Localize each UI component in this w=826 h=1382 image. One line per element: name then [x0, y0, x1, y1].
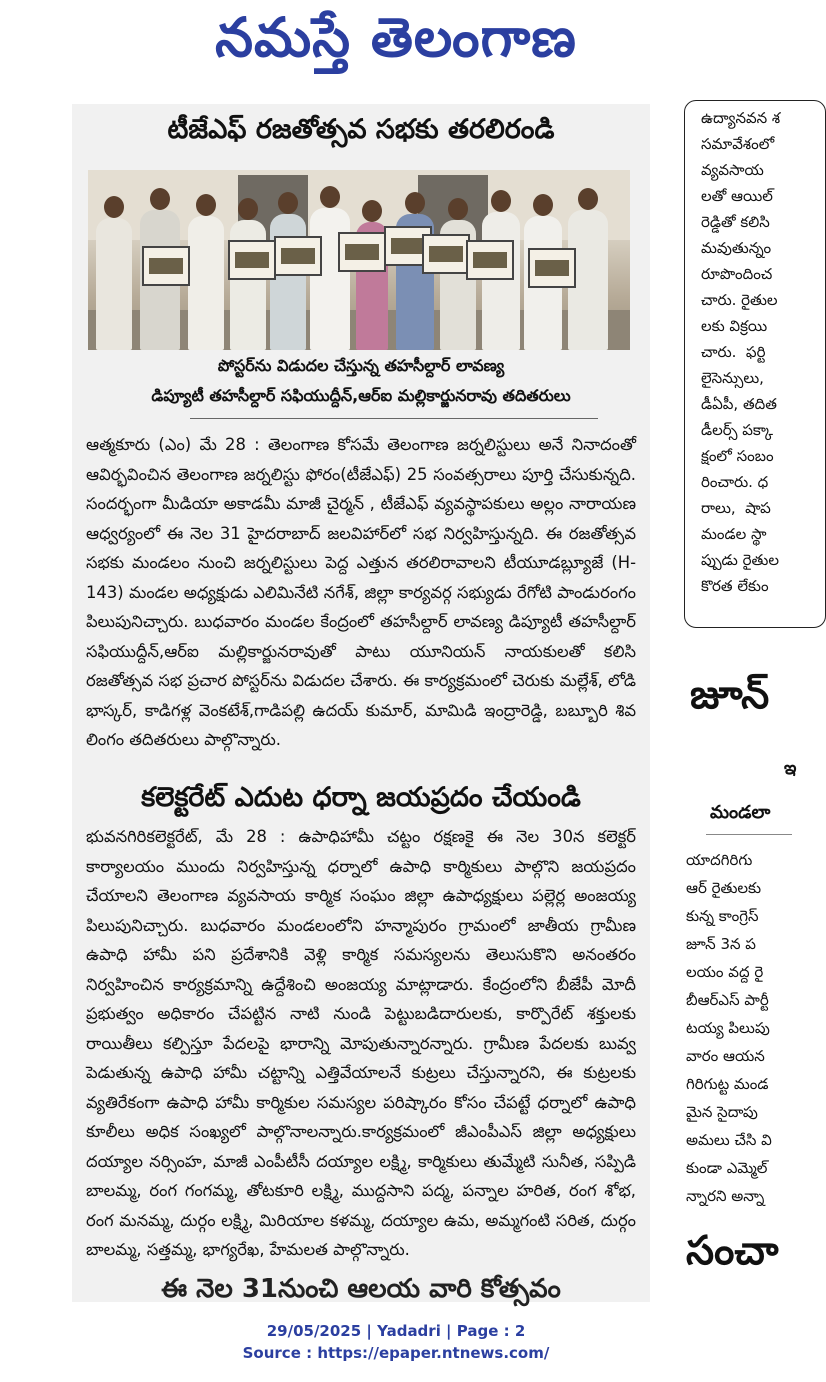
- masthead-title: నమస్తే తెలంగాణ: [215, 6, 577, 69]
- caption-divider: [190, 418, 598, 419]
- footer-date-page: 29/05/2025 | Yadadri | Page : 2: [266, 1322, 526, 1340]
- photo-person: [310, 208, 350, 350]
- newspaper-masthead: [0, 6, 792, 83]
- footer-source: Source : https://epaper.ntnews.com/: [242, 1344, 550, 1362]
- right-article-subhead: మండలా: [710, 802, 771, 823]
- photo-poster: [422, 234, 470, 274]
- right-box-text: ఉద్యానవన శ సమావేశంలో వ్యవసాయ లతో ఆయిల్ రెడ్డితో కలిసి మవుతున్నం రూపొందించ చారు. రైతుల లకు విక్రయి చారు. ఫర్టి లైసెన్సులు, డీఏపీ, తదిత డీలర్స్ పక్కా క్షంలో సంబం రించారు. ధ రాలు, షాప మండల స్థా ప్పుడు రైతుల కొరత లేకుం: [701, 109, 781, 595]
- photo-poster: [142, 246, 190, 286]
- right-article-divider: [706, 834, 792, 835]
- right-article-body: యాదగిరిగు ఆర్ రైతులకు కున్న కాంగ్రెస్ జూన్ 3న ప లయం వద్ద రై బీఆర్ఎస్ పార్టీ టయ్య పిలుపు వారం ఆయన గిరిగుట్ట మండ మైన సైదాపు అమలు చేసి వి కుండా ఎమ్మెల్ న్నారని అన్నా: [686, 851, 772, 1205]
- right-article-subhead: ఇ: [784, 758, 797, 779]
- right-boxed-article: [684, 100, 826, 628]
- left-news-column: [72, 104, 650, 1302]
- photo-person: [482, 212, 520, 350]
- photo-poster: [466, 240, 514, 280]
- photo-poster: [228, 240, 276, 280]
- article2-headline: కలెక్టరేట్ ఎదుట ధర్నా జయప్రదం చేయండి: [141, 782, 581, 813]
- photo-poster: [338, 232, 386, 272]
- article3-headline: ఈ నెల 31నుంచి ఆలయ వారి కోత్సవం: [161, 1274, 561, 1304]
- article1-body: ఆత్మకూరు (ఎం) మే 28 : తెలంగాణ కోసమే తెలంగాణ జర్నలిస్టులు అనే నినాదంతో ఆవిర్భవించిన తెలంగాణ జర్నలిస్టు ఫోరం(టీజేఎఫ్) 25 సంవత్సరాలు పూర్తి చేసుకున్నది. సందర్భంగా మీడియా అకాడమీ మాజీ చైర్మన్ , టీజేఎఫ్ వ్యవస్థాపకులు అల్లం నారాయణ ఆధ్వర్యంలో ఈ నెల 31 హైదరాబాద్ జలవిహార్‌లో సభ నిర్వహిస్తున్నది. ఈ రజతోత్సవ సభకు మండలం నుంచి జర్నలిస్టులు పెద్ద ఎత్తున తరలిరావాలని టీయూడబ్ల్యూజే (H-143) మండల అధ్యక్షుడు ఎలిమినేటి నగేశ్, జిల్లా కార్యవర్గ సభ్యుడు రేగోటి పాండురంగం పిలుపునిచ్చారు. బుధవారం మండల కేంద్రంలో తహసీల్దార్ లావణ్య డిప్యూటీ తహసీల్దార్ సఫియుద్దీన్,ఆర్ఐ మల్లికార్జునరావుతో పాటు యూనియన్ నాయకులతో కలిసి రజతోత్సవ సభ ప్రచార పోస్టర్‌ను విడుదల చేశారు. ఈ కార్యక్రమంలో చెరుకు మల్లేశ్, లోడి భాస్కర్, కాడిగళ్ల వెంకటేశ్,గాడిపల్లి ఉదయ్ కుమార్, మామిడి ఇంద్రారెడ్డి, బబ్బూరి శివ లింగం తదితరులు పాల్గొన్నారు.: [86, 435, 636, 749]
- photo-poster: [274, 236, 322, 276]
- photo-caption-line2: డిప్యూటీ తహసీల్దార్ సఫియుద్దీన్,ఆర్ఐ మల్లికార్జునరావు తదితరులు: [151, 386, 571, 405]
- photo-person: [188, 216, 224, 350]
- article1-headline: టీజేఎఫ్ రజతోత్సవ సభకు తరలిరండి: [167, 114, 555, 145]
- photo-poster: [528, 248, 576, 288]
- news-photo: [88, 170, 630, 350]
- photo-caption-line1: పోస్టర్‌ను విడుదల చేస్తున్న తహసీల్దార్ లావణ్య: [217, 356, 505, 375]
- right-article-headline: జూన్: [690, 672, 770, 718]
- photo-person: [270, 214, 306, 350]
- photo-person: [96, 218, 132, 350]
- article2-body: భువనగిరికలెక్టరేట్, మే 28 : ఉపాధిహామీ చట్టం రక్షణకై ఈ నెల 30న కలెక్టర్ కార్యాలయం ముందు నిర్వహిస్తున్న ధర్నాలో ఉపాధి కార్మికులు పాల్గొని జయప్రదం చేయాలని తెలంగాణ వ్యవసాయ కార్మిక సంఘం జిల్లా ఉపాధ్యక్షులు పల్లెర్ల అంజయ్య పిలుపునిచ్చారు. బుధవారం మండలంలోని హన్మాపురం గ్రామంలో జాతీయ గ్రామీణ ఉపాధి హామీ పని ప్రదేశానికి వెళ్లి కార్మిక సమస్యలను తెలుసుకొని అనంతరం నిర్వహించిన కార్యక్రమాన్ని ఉద్దేశించి అంజయ్య మాట్లాడారు. కేంద్రంలోని బీజేపీ మోదీ ప్రభుత్వం అధికారం చేపట్టిన నాటి నుండి పెట్టుబడిదారులకు, కార్పొరేట్ శక్తులకు రాయితీలు కల్పిస్తూ పేదలపై భారాన్ని మోపుతున్నారన్నారు. గ్రామీణ పేదలకు బువ్వ పెడుతున్న ఉపాధి హామీ చట్టాన్ని ఎత్తివేయాలనే కుట్రలు చేస్తున్నారని, ఈ కుట్రలకు వ్యతిరేకంగా ఉపాధి హామీ కార్మికుల సమస్యల పరిష్కారం కోసం చేపట్టే ధర్నాలో ఉపాధి కూలీలు అధిక సంఖ్యలో పాల్గొనాలన్నారు.కార్యక్రమంలో జీఎంపీఎస్ జిల్లా అధ్యక్షులు దయ్యాల నర్సింహ, మాజీ ఎంపీటీసీ దయ్యాల లక్ష్మి, కార్మికులు తుమ్మేటి సునీత, సప్పిడి బాలమ్మ, రంగ గంగమ్మ, తోటకూరి లక్ష్మి, ముద్దసాని పద్మ, పన్నాల హరిత, రంగ శోభ, రంగ మనమ్మ, దుర్గం లక్ష్మి, మిరియాల కళమ్మ, దయ్యాల ఉమ, అమ్మగంటి సరిత, దుర్గం బాలమ్మ, సత్తమ్మ, భాగ్యరేఖ, హేమలత పాల్గొన్నారు.: [86, 827, 636, 1259]
- right-article2-headline: సంచా: [686, 1228, 779, 1274]
